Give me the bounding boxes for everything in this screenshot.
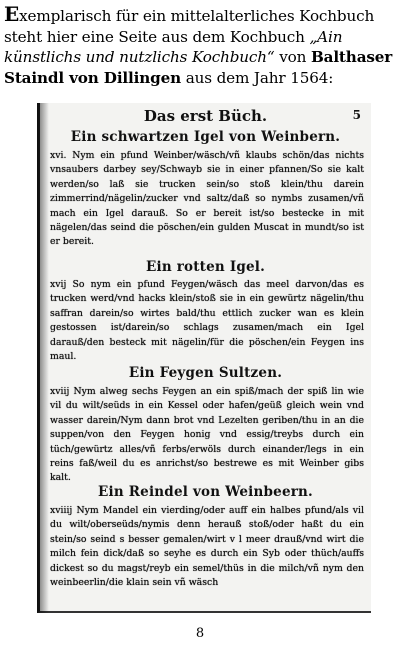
intro-text-1: xemplarisch für ein mittelalterliches Kochbuch steht hier eine Seite aus dem Kochbuch: [4, 7, 375, 46]
intro-paragraph: [4, 4, 396, 88]
recipe-text: xvij So nym ein pfund Feygen/wäsch das meel darvon/das es trucken werd/vnd hacks klein/stoß sie in ein gewürtz nägelin/thu saffran darein/so wirtes bald/thu ettlich zucker wan es klein gestossen ist/darein/so schlags zusamen/mach ein Igel darauß/den besteck mit nägelin/für die pöschen/ein Feygen ins maul.: [50, 279, 364, 363]
recipe-text: xvi. Nym ein pfund Weinber/wäsch/vñ klaubs schön/das nichts vnsaubers darbey sey/Schwayb sie in einer pfannen/So sie kalt werden/so laß sie trucken sein/so stoß klein/thu darein zimmerrind/nägelin/zucker vnd saltz/daß so nymbs zusamen/vñ mach ein Igel darauß. So er bereit ist/so bestecke in mit nägelen/das seind die pöschen/ein gulden Muscat in mundt/so ist er bereit.: [50, 150, 364, 248]
recipe-text: xviij Nym alweg sechs Feygen an ein spiß/mach der spiß lin wie vil du wilt/seüds in ein Kessel oder hafen/geüß gleich wein vnd wasser darein/Nym dann brot vnd Lezelten geriben/thu in an die suppen/von den Feygen honig vnd essig/treybs durch ein tüch/gewürtz alles/vñ ferbs/erwöls durch einander/legs in ein reins faß/weil du es anrichst/so bestrewe es mit Weinber gibs kalt.: [50, 386, 364, 484]
scan-page-heading: Das erst Büch.: [143, 107, 268, 125]
intro-text-2: von: [274, 48, 311, 66]
author-name: Balthaser Staindl von Dillingen: [4, 48, 393, 87]
drop-cap: E: [4, 2, 20, 26]
recipe-title: Ein Feygen Sultzen.: [128, 365, 283, 381]
recipe-text: xviiij Nym Mandel ein vierding/oder auff ein halbes pfund/als vil du wilt/oberseüds/nymis denn herauß stoß/oder haßt du ein stein/so seind s besser gemalen/wirt v l meer drauß/vnd wirt die milch fein dick/daß so seyhe es durch ein Syb oder thüch/auffs dickest so du magst/reyb ein semel/thüs in die milch/vñ nym den weinbeerlin/die klain sein vñ wäsch: [50, 505, 364, 589]
recipe-title: Ein rotten Igel.: [146, 259, 265, 275]
intro-text-3: aus dem Jahr 1564:: [181, 68, 334, 87]
document-page-number: 8: [195, 626, 205, 641]
recipe-title: Ein Reindel von Weinbeern.: [98, 484, 313, 500]
scanned-cookbook-page: [37, 103, 371, 613]
book-title: „Ain künstlichs und nutzlichs Kochbuch“: [4, 27, 343, 66]
recipe-title: Ein schwartzen Igel von Weinbern.: [70, 129, 341, 145]
scan-page-number: 5: [352, 108, 361, 122]
